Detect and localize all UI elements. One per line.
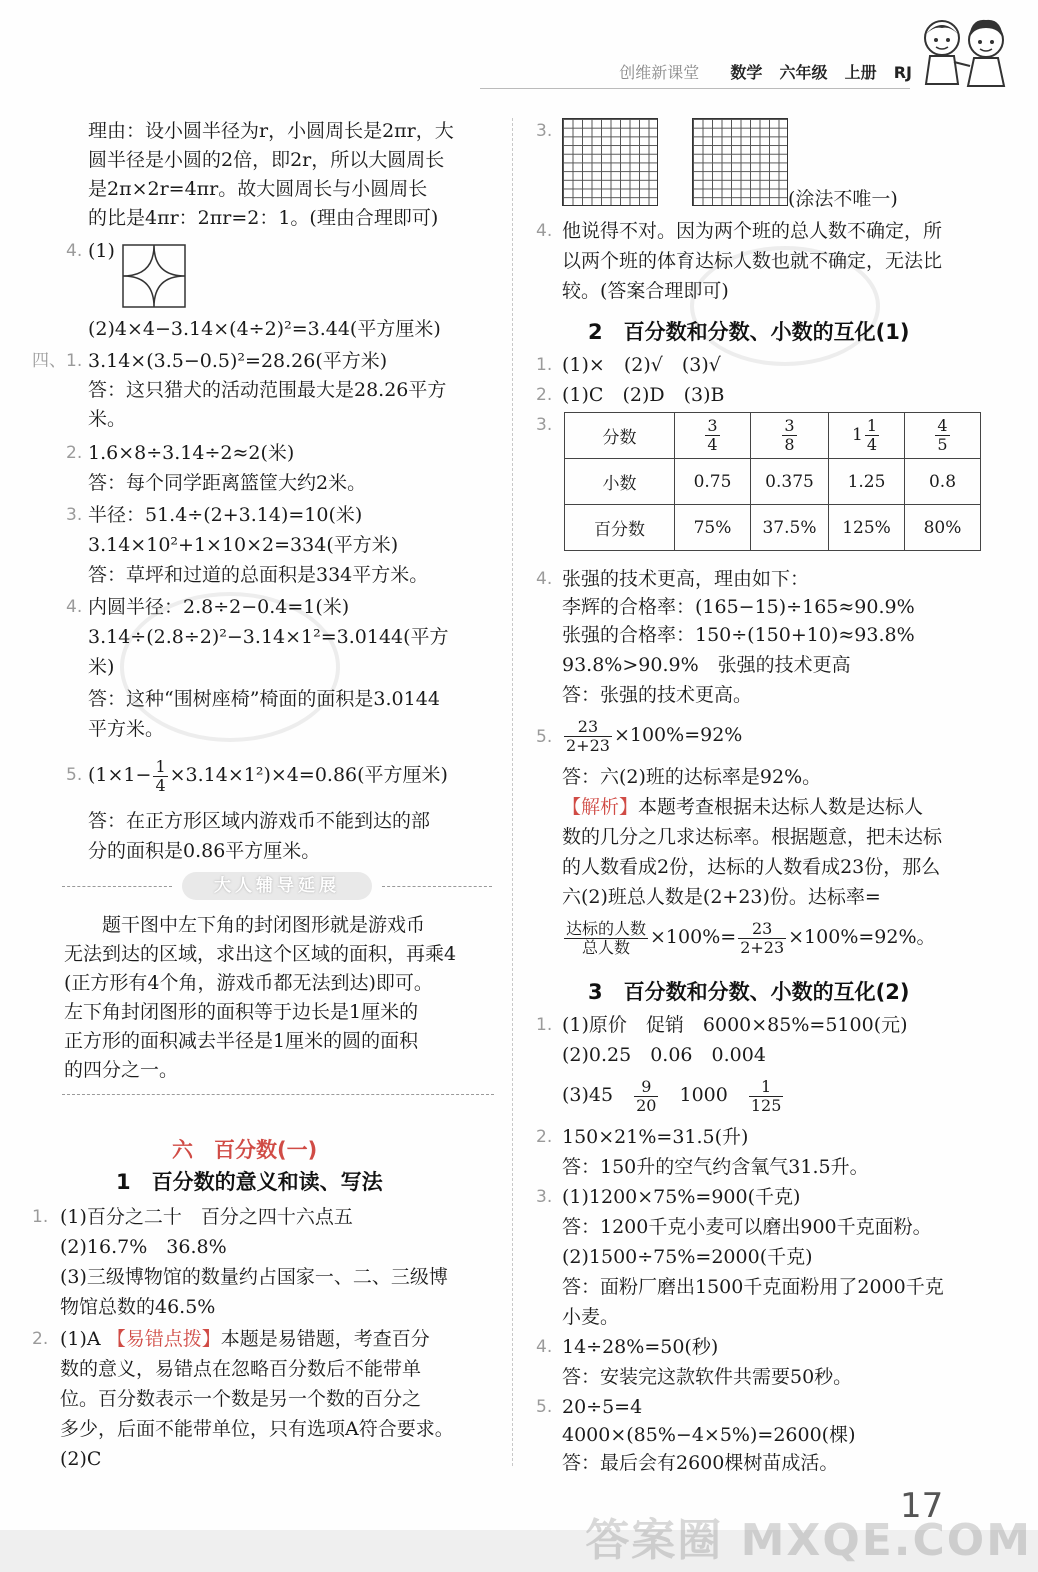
square-arc-figure (122, 244, 186, 308)
right-line: (1)C (2)D (3)B (562, 384, 725, 406)
right-line: 较。(答案合理即可) (562, 280, 729, 302)
expr-part: ×3.14×1²)×4=0.86(平方厘米) (169, 764, 448, 786)
left-line: 答：草坪和过道的总面积是334平方米。 (88, 564, 429, 586)
hundred-grid-1 (562, 118, 658, 206)
edition: RJ (893, 63, 912, 82)
table-row (565, 505, 981, 551)
denominator: 5 (937, 435, 948, 454)
numerator: 1 (749, 1078, 784, 1097)
tip-text: 本题是易错题，考查百分 (220, 1328, 430, 1350)
question-number: 4. (536, 221, 553, 241)
question-number: 4. (536, 1337, 553, 1357)
left-line: 内圆半径：2.8÷2−0.4=1(米) (88, 596, 350, 618)
numerator: 1 (866, 416, 877, 435)
denominator: 4 (707, 435, 718, 454)
table-cell (829, 413, 905, 459)
denominator: 8 (784, 435, 795, 454)
left-line: 答：这只猎犬的活动范围最大是28.26平方 (88, 379, 447, 401)
right-line: 李辉的合格率：(165−15)÷165≈90.9% (562, 596, 915, 618)
header-text (619, 60, 912, 83)
table-cell: 37.5% (751, 505, 829, 551)
table-cell (905, 413, 981, 459)
left-line: 3.14×(3.5−0.5)²=28.26(平方米) (88, 350, 388, 372)
dashed-rule (62, 1094, 494, 1095)
right-line: 张强的技术更高，理由如下： (562, 568, 810, 590)
denominator: 2+23 (740, 937, 785, 957)
left-line: 答：这种“围树座椅”椅面的面积是3.0144 (88, 688, 440, 710)
brand-name: 创维新课堂 (619, 63, 700, 82)
left-line: 答：在正方形区域内游戏币不能到达的部 (88, 810, 431, 832)
question-number: 1. (32, 1207, 49, 1227)
right-line: 答：1200千克小麦可以磨出900千克面粉。 (562, 1216, 932, 1238)
left-line: 1.6×8÷3.14÷2≈2(米) (88, 442, 295, 464)
right-line-fraction (562, 710, 742, 760)
left-line: (1)百分之二十 百分之四十六点五 (60, 1206, 353, 1228)
question-number: 四、1. (32, 351, 83, 371)
left-line: (2)C (60, 1448, 102, 1470)
denominator: 125 (750, 1095, 782, 1115)
header-rule (480, 88, 910, 89)
question-number: 3. (536, 415, 553, 435)
right-line: (2)0.25 0.06 0.004 (562, 1044, 766, 1066)
numerator: 9 (634, 1078, 658, 1097)
analysis-tag: 【解析】 (562, 796, 639, 818)
expr-part: (3)45 (562, 1084, 614, 1106)
right-line: 以两个班的体育达标人数也就不确定，无法比 (562, 250, 943, 272)
right-line: 答：张强的技术更高。 (562, 684, 753, 706)
left-line: 半径：51.4÷(2+3.14)=10(米) (88, 504, 363, 526)
question-number: 4. (536, 569, 553, 589)
table-cell: 80% (905, 505, 981, 551)
right-line: (涂法不唯一) (788, 188, 898, 210)
grade: 六年级 (779, 63, 828, 82)
page-header (0, 0, 1038, 100)
right-line: (1)× (2)√ (3)√ (562, 354, 721, 376)
hundred-grid-2 (692, 118, 788, 206)
guidance-line: 正方形的面积减去半径是1厘米的圆的面积 (64, 1030, 419, 1052)
right-line: (1)1200×75%=900(千克) (562, 1186, 801, 1208)
dashed-rule (382, 886, 492, 887)
left-line: (2)4×4−3.14×(4÷2)²=3.44(平方厘米) (88, 318, 441, 340)
question-number: 2. (536, 1127, 553, 1147)
numerator: 4 (937, 416, 948, 435)
page-number: 17 (900, 1486, 944, 1526)
left-line: 分的面积是0.86平方厘米。 (88, 840, 321, 862)
guidance-line: (正方形有4个角，游戏币都无法到达)即可。 (64, 972, 433, 994)
right-line: 张强的合格率：150÷(150+10)≈93.8% (562, 624, 915, 646)
volume: 上册 (844, 63, 877, 82)
left-line: 物馆总数的46.5% (60, 1296, 216, 1318)
left-line: 答：每个同学距离篮筐大约2米。 (88, 472, 367, 494)
right-line: 答：面粉厂磨出1500千克面粉用了2000千克 (562, 1276, 944, 1298)
dashed-rule (62, 886, 172, 887)
right-line: 答：150升的空气约含氧气31.5升。 (562, 1156, 869, 1178)
right-line (562, 794, 923, 820)
table-cell: 0.375 (751, 459, 829, 505)
right-line: (1)原价 促销 6000×85%=5100(元) (562, 1014, 908, 1036)
guidance-line: 无法到达的区域，求出这个区域的面积，再乘4 (64, 943, 457, 965)
question-number: 1. (536, 1015, 553, 1035)
numerator: 达标的人数 (566, 918, 647, 938)
right-line-fraction (562, 1070, 785, 1120)
expr-part: 1000 (679, 1084, 728, 1106)
subject: 数学 (730, 63, 763, 82)
left-line (60, 1326, 430, 1352)
right-line: 他说得不对。因为两个班的总人数不确定，所 (562, 220, 943, 242)
table-row (565, 459, 981, 505)
right-line: (2)1500÷75%=2000(千克) (562, 1246, 813, 1268)
site-watermark: 答案圈 MXQE.COM (585, 1515, 1032, 1566)
left-line: (3)三级博物馆的数量约占国家一、二、三级博 (60, 1266, 448, 1288)
denominator: 2+23 (566, 735, 610, 755)
guidance-line: 左下角封闭图形的面积等于边长是1厘米的 (64, 1001, 419, 1023)
analysis-text: 本题考查根据未达标人数是达标人 (638, 796, 924, 818)
guidance-line: 题干图中左下角的封闭图形就是游戏币 (102, 914, 426, 936)
table-cell: 1.25 (829, 459, 905, 505)
left-line: (1) (88, 240, 115, 262)
left-line: 位。百分数表示一个数是另一个数的百分之 (60, 1388, 422, 1410)
question-number: 4. (66, 241, 83, 261)
denominator: 总人数 (582, 937, 631, 957)
right-line: 答：最后会有2600棵树苗成活。 (562, 1452, 839, 1474)
numerator: 23 (564, 718, 612, 737)
question-number: 3. (536, 121, 553, 141)
numerator: 1 (155, 756, 166, 776)
left-line: 圆半径是小圆的2倍，即2r，所以大圆周长 (88, 149, 445, 171)
section-title: 1 百分数的意义和读、写法 (116, 1170, 383, 1194)
right-line: 14÷28%=50(秒) (562, 1336, 719, 1358)
right-line: 20÷5=4 (562, 1396, 643, 1418)
right-line-fraction (562, 912, 936, 962)
table-header: 百分数 (565, 505, 675, 551)
left-line: 3.14÷(2.8÷2)²−3.14×1²=3.0144(平方 (88, 626, 449, 648)
column-divider (512, 118, 513, 1466)
question-number: 5. (66, 765, 83, 785)
denominator: 4 (866, 435, 877, 454)
fraction (153, 758, 167, 795)
table-cell (675, 413, 751, 459)
table-header: 小数 (565, 459, 675, 505)
conversion-table (564, 412, 981, 551)
left-line: 3.14×10²+1×10×2=334(平方米) (88, 534, 399, 556)
tip-tag: 【易错点拨】 (106, 1328, 221, 1350)
left-line: 理由：设小圆半径为r，小圆周长是2πr，大 (88, 120, 454, 142)
left-line: 数的意义，易错点在忽略百分数后不能带单 (60, 1358, 422, 1380)
left-line: 米) (88, 656, 115, 678)
numerator: 3 (707, 416, 718, 435)
section-title: 3 百分数和分数、小数的互化(2) (588, 980, 910, 1004)
left-line: 多少，后面不能带单位，只有选项A符合要求。 (60, 1418, 454, 1440)
section-title: 2 百分数和分数、小数的互化(1) (588, 320, 910, 344)
guidance-line: 的四分之一。 (64, 1059, 179, 1081)
left-line: 平方米。 (88, 718, 165, 740)
numerator: 3 (784, 416, 795, 435)
expr-part: ×100%= (650, 926, 737, 948)
right-line: 答：六(2)班的达标率是92%。 (562, 766, 822, 788)
question-number: 4. (66, 597, 83, 617)
expr-part: ×100%=92%。 (788, 926, 936, 948)
table-cell: 0.75 (675, 459, 751, 505)
question-number: 1. (536, 355, 553, 375)
right-line: 数的几分之几求达标率。根据题意，把未达标 (562, 826, 943, 848)
left-line: 米。 (88, 408, 127, 430)
guidance-title: 大人辅导延展 (182, 872, 372, 900)
table-cell: 75% (675, 505, 751, 551)
question-number: 2. (32, 1329, 49, 1349)
left-line: (2)16.7% 36.8% (60, 1236, 227, 1258)
left-line: 是2π×2r=4πr。故大圆周长与小圆周长 (88, 178, 428, 200)
question-number: 3. (66, 505, 83, 525)
table-cell: 0.8 (905, 459, 981, 505)
right-line: 的人数看成2份，达标的人数看成23份，那么 (562, 856, 941, 878)
left-line-fraction (88, 750, 448, 800)
right-line: 答：安装完这款软件共需要50秒。 (562, 1366, 853, 1388)
expr-part: (1×1− (88, 764, 152, 786)
right-line: 150×21%=31.5(升) (562, 1126, 749, 1148)
right-line: 小麦。 (562, 1306, 620, 1328)
left-line: 的比是4πr：2πr=2：1。(理由合理即可) (88, 207, 439, 229)
table-cell: 125% (829, 505, 905, 551)
right-line: 93.8%>90.9% 张强的技术更高 (562, 654, 851, 676)
denominator: 4 (155, 775, 166, 795)
table-cell (751, 413, 829, 459)
expr-part: ×100%=92% (613, 724, 743, 746)
numerator: 23 (738, 920, 786, 939)
cartoon-kids-icon (910, 14, 1020, 100)
question-number: 3. (536, 1187, 553, 1207)
question-number: 2. (536, 385, 553, 405)
denominator: 20 (636, 1095, 657, 1115)
question-number: 2. (66, 443, 83, 463)
table-row (565, 413, 981, 459)
question-number: 5. (536, 727, 553, 747)
answer: (1)A (60, 1328, 101, 1350)
chapter-title: 六 百分数(一) (172, 1138, 318, 1162)
parent-guidance-header (62, 866, 494, 906)
right-line: 六(2)班总人数是(2+23)份。达标率= (562, 886, 881, 908)
right-line: 4000×(85%−4×5%)=2600(棵) (562, 1424, 856, 1446)
question-number: 5. (536, 1397, 553, 1417)
whole-part: 1 (851, 425, 863, 445)
table-header: 分数 (565, 413, 675, 459)
